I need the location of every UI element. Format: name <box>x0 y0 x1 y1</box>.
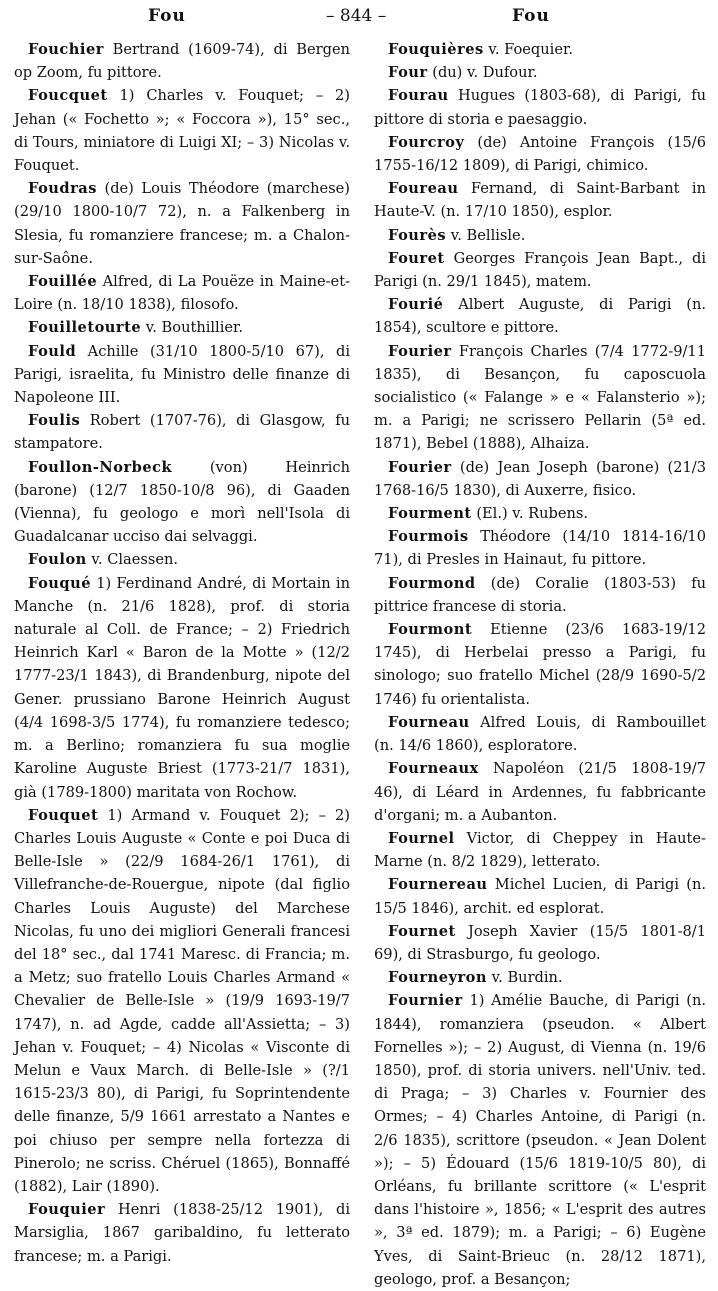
entry <box>374 456 706 502</box>
entry <box>374 340 706 456</box>
running-head-right: Fou <box>512 6 550 26</box>
entry-text: (von) Heinrich (barone) (12/7 1850-10/8 96), di Gaaden (Vienna), fu geologo e morì nell'Isola di Guadalcanar ucciso dai selvaggi. <box>14 458 350 546</box>
entry-headword: Fourié <box>388 296 444 314</box>
entry <box>374 966 706 989</box>
entry-text: (de) Antoine François (15/6 1755-16/12 1809), di Parigi, chimico. <box>374 133 706 175</box>
right-column <box>374 38 706 1291</box>
entry-headword: Fouilletourte <box>28 319 142 337</box>
entry-headword: Fournel <box>388 829 455 847</box>
entry-text: (de) Jean Joseph (barone) (21/3 1768-16/5 1830), di Auxerre, fisico. <box>374 458 706 499</box>
entry-text: (de) Louis Théodore (marchese) (29/10 1800-10/7 72), n. a Falkenberg in Slesia, fu romanziere francese; m. a Chalon-sur-Saône. <box>14 180 350 267</box>
entry-text: Victor, di Cheppey in Haute-Marne (n. 8/2 1829), letterato. <box>374 829 706 871</box>
entry-text: 1) Charles v. Fouquet; – 2) Jehan (« Fochetto »; « Foccora »), 15° sec., di Tours, miniatore di Luigi XI; – 3) Nicolas v. Fouquet. <box>14 87 350 175</box>
entry-headword: Fouchier <box>28 41 104 58</box>
entry <box>374 757 706 827</box>
entry-text: v. Foequier. <box>483 41 573 58</box>
page-header <box>0 6 718 28</box>
entry <box>374 827 706 873</box>
entry-headword: Fourier <box>388 458 452 476</box>
entry-headword: Foullon-Norbeck <box>28 458 173 476</box>
entry <box>14 548 350 571</box>
entry-text: Hugues (1803-68), di Parigi, fu pittore di storia e paesaggio. <box>374 87 706 128</box>
entry-text: 1) Armand v. Fouquet 2); – 2) Charles Louis Auguste « Conte e poi Duca di Belle-Isle » (22/9 1684-26/1 1761), di Villefranche-de-Rouergue, nipote (dal figlio Charles Louis Auguste) del Marchese Nicolas, fu uno dei migliori Generali francesi del 18° sec., dal 1741 Maresc. di Francia; m. a Metz; suo fratello Louis Charles Armand « Chevalier de Belle-Isle » (19/9 1693-19/7 1747), n. ad Agde, cadde all'Assietta; – 3) Jehan v. Fouquet; – 4) Nicolas « Visconte di Melun e Vaux March. di Belle-Isle » (?/1 1615-23/3 80), di Parigi, fu Soprintendente delle finanze, 5/9 1661 arrestato a Nantes e poi chiuso per sempre nella fortezza di Pinerolo; ne scriss. Chéruel (1865), Bonnaffé (1882), Lair (1890). <box>14 806 350 1195</box>
entry-headword: Foulon <box>28 551 87 569</box>
entry <box>14 804 350 1198</box>
entry <box>374 920 706 966</box>
entry-headword: Fourmois <box>388 528 469 546</box>
entry-text: Georges François Jean Bapt., di Parigi (n. 29/1 1845), matem. <box>374 249 706 291</box>
entry-text: Michel Lucien, di Parigi (n. 15/5 1846), archit. ed esplorat. <box>374 876 706 917</box>
entry <box>14 572 350 804</box>
entry-headword: Fournet <box>388 922 456 940</box>
entry <box>14 84 350 177</box>
entry <box>374 525 706 571</box>
entry-text: Achille (31/10 1800-5/10 67), di Parigi, israelita, fu Ministro delle finanze di Napoleone III. <box>14 342 350 407</box>
entry <box>374 224 706 247</box>
entry <box>14 38 350 84</box>
entry-headword: Fourneau <box>388 713 470 731</box>
entry-headword: Fouquières <box>388 41 484 58</box>
entry-text: Théodore (14/10 1814-16/10 71), di Presles in Hainaut, fu pittore. <box>374 528 706 569</box>
entry <box>14 177 350 270</box>
page-number: – 844 – <box>326 6 387 26</box>
entry <box>374 61 706 84</box>
entry-headword: Fouret <box>388 249 445 267</box>
entry-headword: Fournier <box>388 992 463 1010</box>
entry-headword: Fourcroy <box>388 133 465 151</box>
entry <box>374 618 706 711</box>
entry-headword: Fourmond <box>388 574 476 592</box>
entry-headword: Fourau <box>388 87 449 105</box>
entry-text: (du) v. Dufour. <box>427 64 538 82</box>
entry <box>374 177 706 223</box>
entry-text: Alfred Louis, di Rambouillet (n. 14/6 1860), esploratore. <box>374 713 706 755</box>
entry <box>14 316 350 339</box>
entry-text: Albert Auguste, di Parigi (n. 1854), scultore e pittore. <box>374 296 706 337</box>
entry-headword: Fourneyron <box>388 969 488 987</box>
entry-headword: Fouqué <box>28 574 92 592</box>
entry-text: (de) Coralie (1803-53) fu pittrice francese di storia. <box>374 574 706 615</box>
entry-text: v. Bouthillier. <box>141 319 244 337</box>
entry <box>374 84 706 130</box>
entry-text: (El.) v. Rubens. <box>471 505 588 523</box>
entry <box>374 989 706 1291</box>
entry-text: François Charles (7/4 1772-9/11 1835), di Besançon, fu caposcuola socialistico (« Falange » e « Falansterio »); m. a Parigi; ne scrissero Pellarin (5ª ed. 1871), Bebel (1888), Alhaiza. <box>374 342 706 453</box>
entry-headword: Fourès <box>388 226 447 244</box>
entry-headword: Foulis <box>28 412 81 430</box>
entry-headword: Fourier <box>388 342 452 360</box>
entry <box>374 711 706 757</box>
entry-text: Robert (1707-76), di Glasgow, fu stampatore. <box>14 412 350 453</box>
entry-headword: Four <box>388 64 428 82</box>
entry-text: v. Bellisle. <box>446 226 526 244</box>
entry <box>14 340 350 410</box>
entry <box>374 131 706 177</box>
entry-headword: Foureau <box>388 180 459 198</box>
entry <box>14 456 350 549</box>
entry <box>374 293 706 339</box>
entry <box>374 873 706 919</box>
entry-headword: Fourment <box>388 505 472 523</box>
entry-headword: Fournereau <box>388 876 488 894</box>
entry <box>374 572 706 618</box>
entry-headword: Fourneaux <box>388 760 479 778</box>
entry-text: Bertrand (1609-74), di Bergen op Zoom, fu pittore. <box>14 41 350 82</box>
entry-text: Joseph Xavier (15/5 1801-8/1 69), di Strasburgo, fu geologo. <box>374 922 706 963</box>
entry-headword: Foudras <box>28 180 97 198</box>
entry-headword: Fouillée <box>28 273 98 291</box>
entry-text: Henri (1838-25/12 1901), di Marsiglia, 1867 garibaldino, fu letterato francese; m. a Parigi. <box>14 1201 350 1265</box>
entry-headword: Foucquet <box>28 87 108 105</box>
entry-text: 1) Ferdinand André, di Mortain in Manche (n. 21/6 1828), prof. di storia naturale al Coll. de France; – 2) Friedrich Heinrich Karl « Baron de la Motte » (12/2 1777-23/1 1843), di Brandenburg, nipote del Gener. prussiano Barone Heinrich August (4/4 1698-3/5 1774), fu romanziere tedesco; m. a Berlino; romanziera fu sua moglie Karoline Auguste Briest (1773-21/7 1831), già (1789-1800) maritata von Rochow. <box>14 574 350 801</box>
entry-headword: Fourmont <box>388 621 473 639</box>
entry-text: 1) Amélie Bauche, di Parigi (n. 1844), romanziera (pseudon. « Albert Fornelles »); – 2) August, di Vienna (n. 19/6 1850), prof. di storia univers. nell'Univ. ted. di Praga; – 3) Charles v. Fournier des Ormes; – 4) Charles Antoine, di Parigi (n. 2/6 1835), scrittore (pseudon. « Jean Dolent »); – 5) Édouard (15/6 1819-10/5 80), di Orléans, fu brillante scrittore (« L'esprit dans l'histoire », 1856; « L'esprit des autres », 3ª ed. 1879); m. a Parigi; – 6) Eugène Yves, di Saint-Brieuc (n. 28/12 1871), geologo, prof. a Besançon; <box>374 992 706 1288</box>
entry <box>374 502 706 525</box>
entry <box>374 247 706 293</box>
entry-text: Alfred, di La Pouëze in Maine-et-Loire (n. 18/10 1838), filosofo. <box>14 273 350 314</box>
running-head-left: Fou <box>148 6 186 26</box>
entry <box>14 1198 350 1268</box>
entry-text: v. Burdin. <box>487 969 563 987</box>
entry-headword: Fould <box>28 342 77 360</box>
entry-text: Etienne (23/6 1683-19/12 1745), di Herbelai presso a Parigi, fu sinologo; suo fratello Michel (28/9 1690-5/2 1746) fu orientalista. <box>374 621 706 708</box>
entry-text: v. Claessen. <box>86 551 179 569</box>
entry <box>14 270 350 316</box>
entry <box>14 409 350 455</box>
entry-text: Fernand, di Saint-Barbant in Haute-V. (n. 17/10 1850), esplor. <box>374 180 706 221</box>
entry <box>374 38 706 61</box>
entry-text: Napoléon (21/5 1808-19/7 46), di Léard in Ardennes, fu fabbricante d'organi; m. a Aubanton. <box>374 760 706 824</box>
entry-headword: Fouquier <box>28 1201 106 1219</box>
entry-headword: Fouquet <box>28 806 99 824</box>
left-column <box>14 38 350 1268</box>
